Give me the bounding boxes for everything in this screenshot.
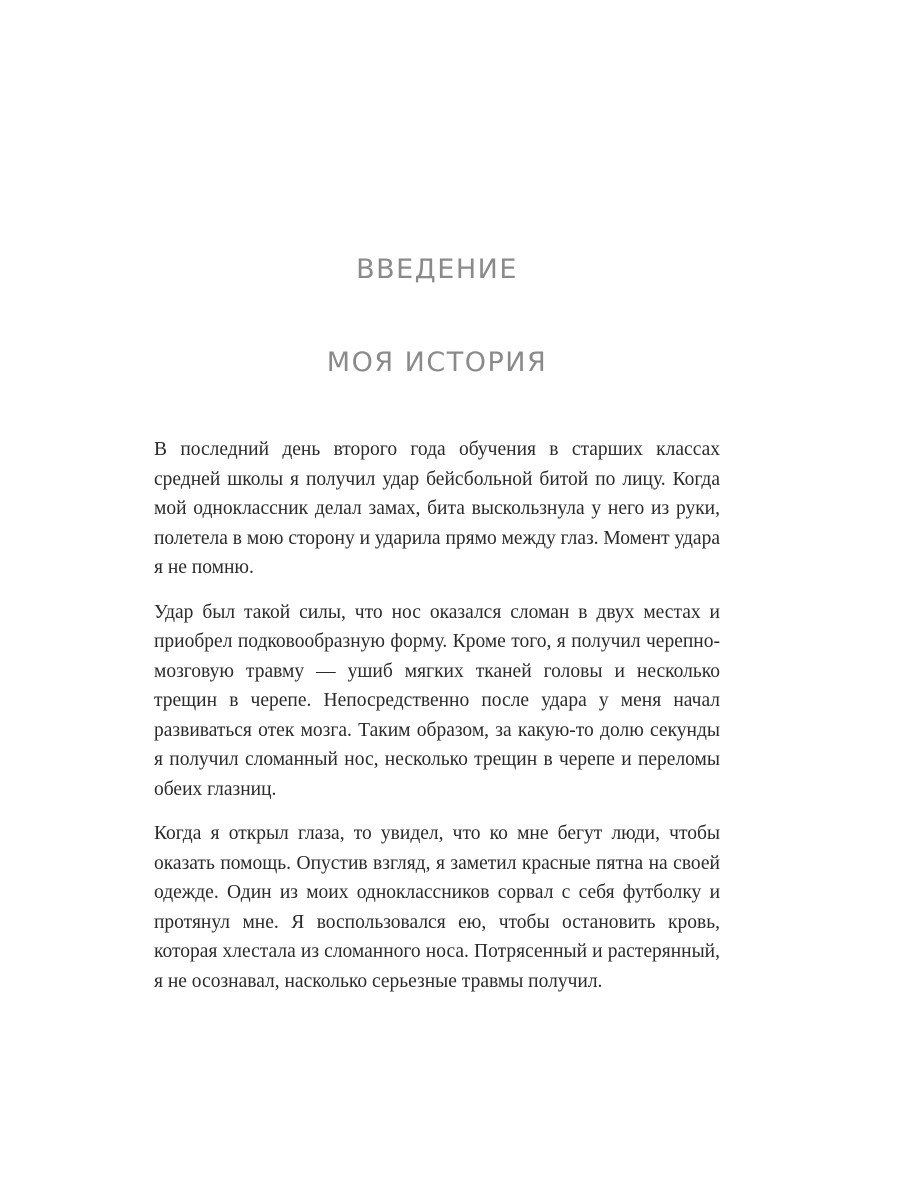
paragraph-3: Когда я открыл глаза, то увидел, что ко мне бегут люди, чтобы оказать помощь. Опустив взгляд, я заметил красные пятна на своей одежде. Один из моих одноклассников сорвал с себя футболку и протянул мне. Я воспользовался ею, чтобы остановить кровь, которая хлестала из сломанного носа. Потрясенный и растерянный, я не осознавал, насколько серьезные травмы получил. bbox=[154, 823, 720, 992]
body-text bbox=[154, 435, 720, 1011]
section-label-introduction: ВВЕДЕНИЕ bbox=[356, 254, 518, 285]
paragraph-1: В последний день второго года обучения в старших классах средней школы я получил удар бейсбольной битой по лицу. Когда мой одноклассник делал замах, бита выскользнула у него из руки, полетела в мою сторону и ударила прямо между глаз. Момент удара я не помню. bbox=[154, 439, 720, 578]
chapter-title: МОЯ ИСТОРИЯ bbox=[326, 347, 548, 378]
paragraph-2: Удар был такой силы, что нос оказался сломан в двух местах и приобрел подковообразную форму. Кроме того, я получил черепно-мозговую травму — ушиб мягких тканей головы и несколько трещин в черепе. Непосредственно после удара у меня начал развиваться отек мозга. Таким образом, за какую-то долю секунды я получил сломанный нос, несколько трещин в черепе и переломы обеих глазниц. bbox=[154, 601, 720, 800]
